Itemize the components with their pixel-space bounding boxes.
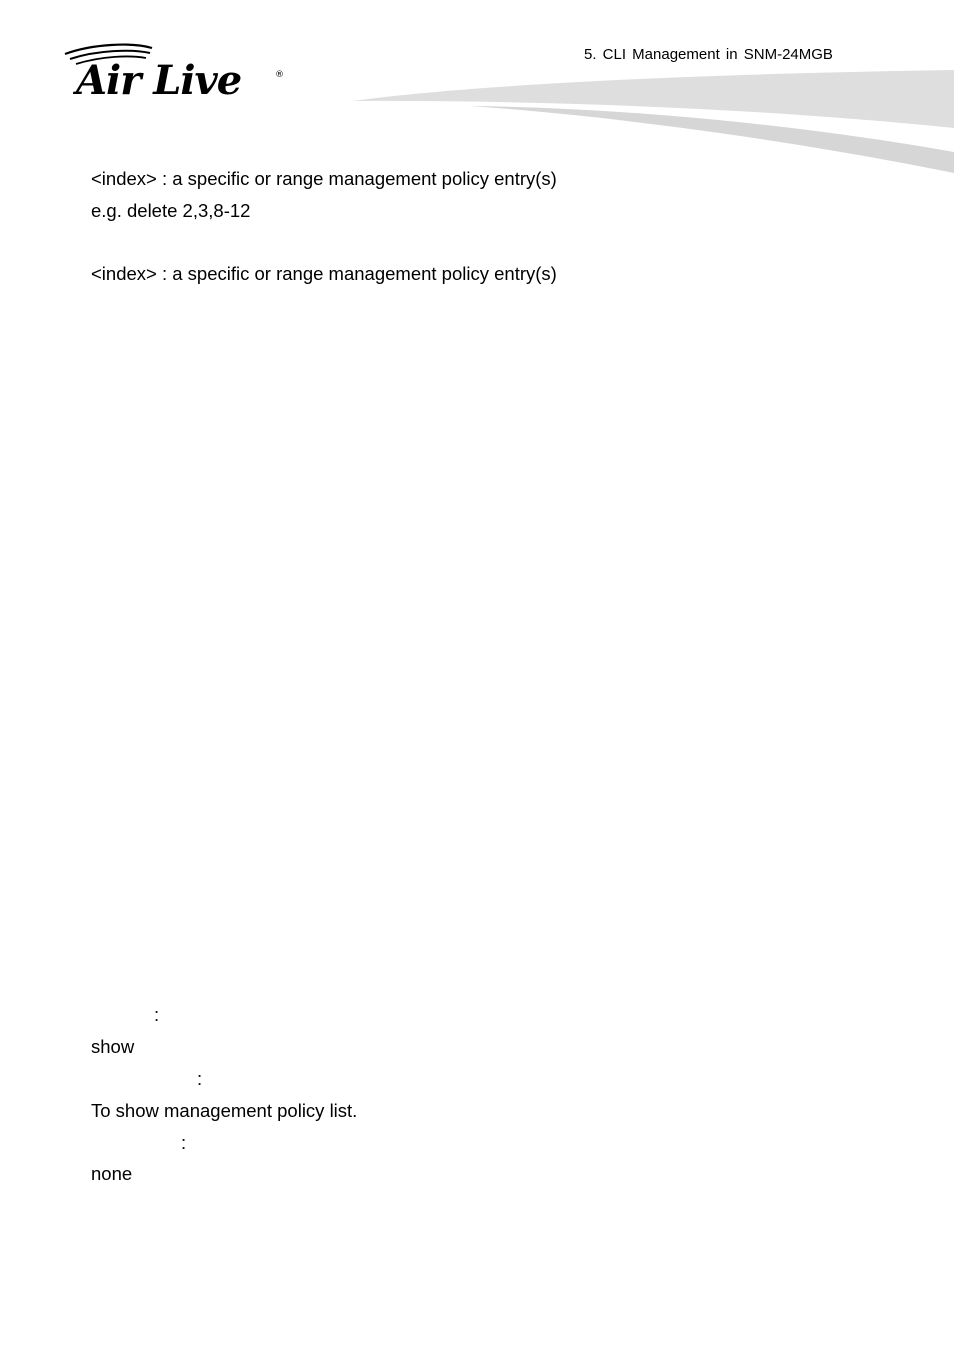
body-line-example: e.g. delete 2,3,8-12	[91, 200, 251, 221]
argument-colon: :	[181, 1132, 187, 1153]
registered-mark: ®	[275, 70, 284, 80]
argument-value: none	[91, 1163, 133, 1184]
airlive-logo	[62, 40, 292, 106]
chapter-title: 5. CLI Management in SNM-24MGB	[584, 46, 833, 63]
logo-wordmark: Air Live	[76, 57, 242, 104]
syntax-value: show	[91, 1036, 135, 1057]
body-line-index-range-2: <index> : a specific or range management policy entry(s)	[91, 263, 557, 284]
description-value: To show management policy list.	[91, 1100, 358, 1121]
syntax-colon: :	[154, 1004, 160, 1025]
body-line-index-range: <index> : a specific or range management policy entry(s)	[91, 168, 557, 189]
description-colon: :	[197, 1068, 203, 1089]
